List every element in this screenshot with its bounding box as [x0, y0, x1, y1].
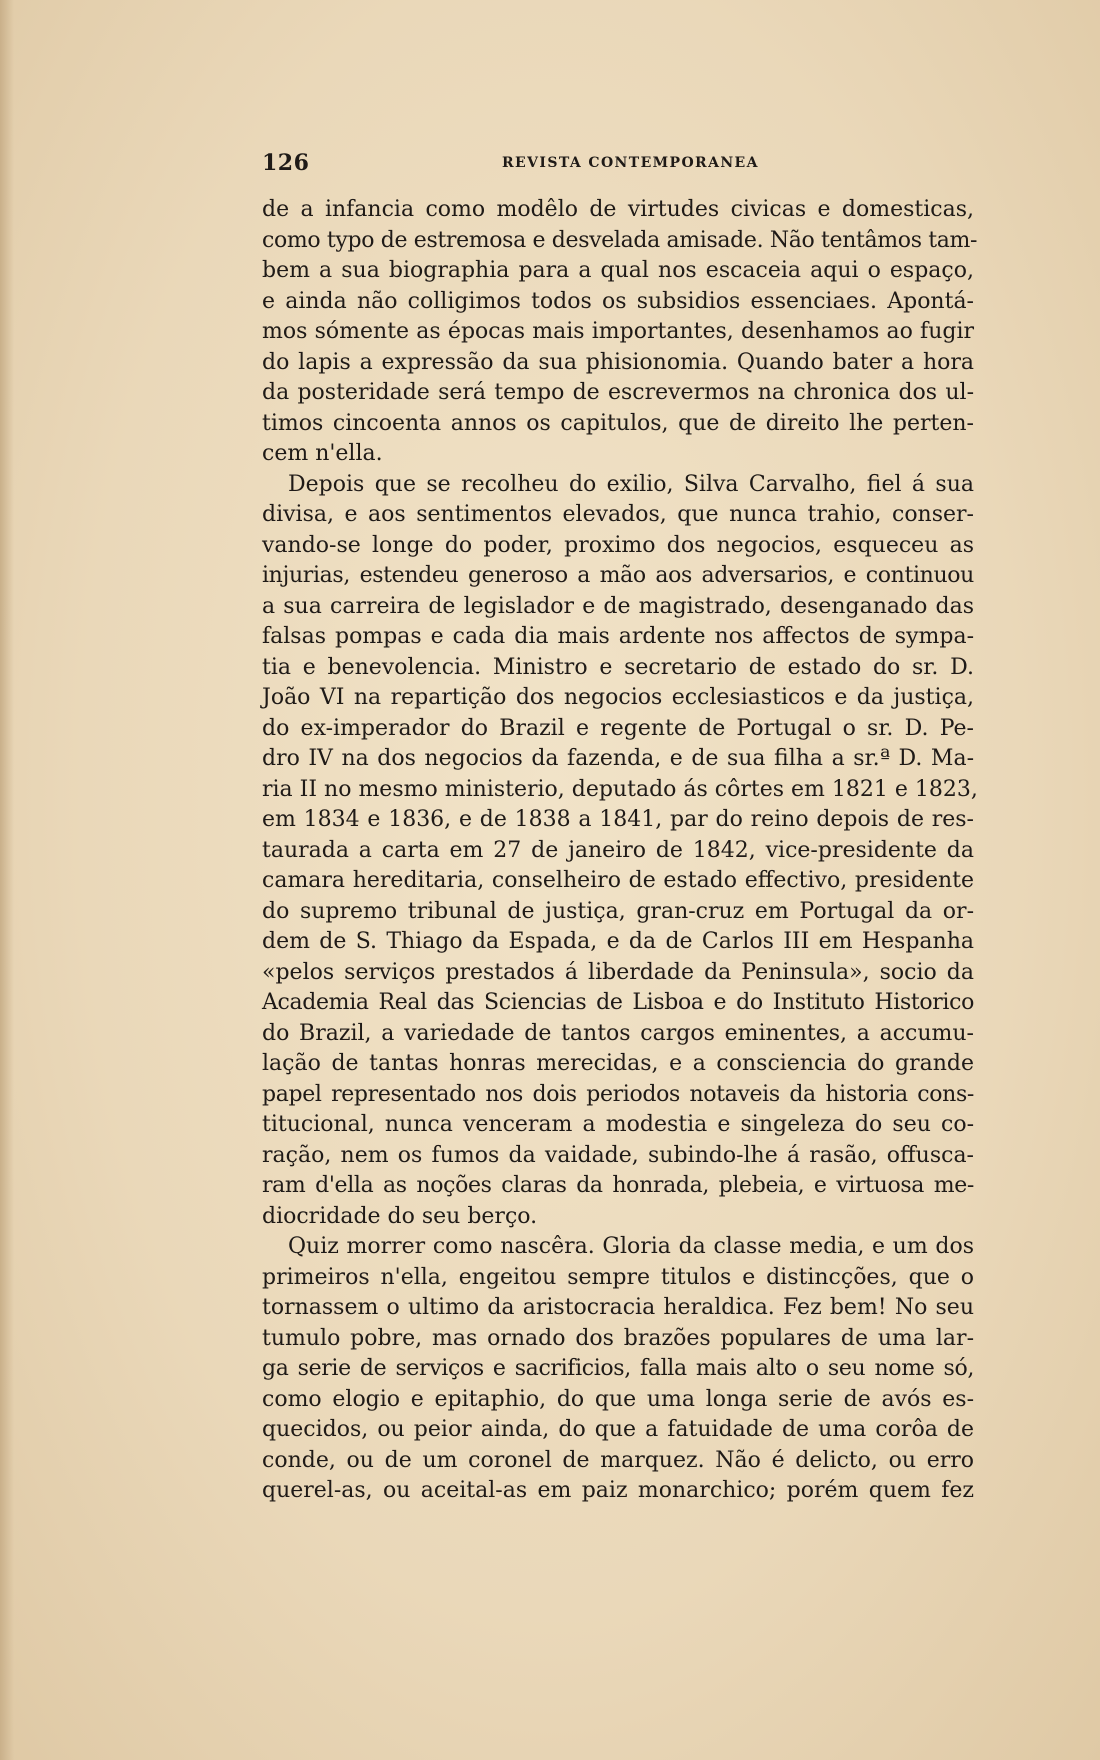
text-line: tia e benevolencia. Ministro e secretario de estado do sr. D. — [262, 654, 974, 680]
running-title: REVISTA CONTEMPORANEA — [502, 155, 759, 171]
text-line: mos sómente as épocas mais importantes, desenhamos ao fugir — [262, 319, 974, 344]
text-line: titucional, nunca venceram a modestia e singeleza do seu co- — [262, 1112, 974, 1137]
body-text — [262, 195, 978, 1507]
text-line: timos cincoenta annos os capitulos, que de direito lhe perten- — [262, 410, 974, 436]
text-line: em 1834 e 1836, e de 1838 a 1841, par do reino depois de res- — [262, 807, 974, 832]
text-line: taurada a carta em 27 de janeiro de 1842, vice-presidente da — [262, 837, 974, 863]
paragraph-3 — [262, 1232, 974, 1507]
text-line: lação de tantas honras merecidas, e a consciencia do grande — [262, 1051, 974, 1076]
text-line: camara hereditaria, conselheiro de estado effectivo, presidente — [262, 868, 974, 893]
text-line: ram d'ella as noções claras da honrada, plebeia, e virtuosa me- — [262, 1173, 974, 1198]
text-line: quecidos, ou peior ainda, do que a fatuidade de uma corôa de — [262, 1417, 974, 1442]
text-line: tumulo pobre, mas ornado dos brazões populares de uma lar- — [262, 1325, 974, 1351]
text-line: ga serie de serviços e sacrificios, falla mais alto o seu nome só, — [262, 1356, 974, 1381]
text-line: vando-se longe do poder, proximo dos negocios, esqueceu as — [262, 532, 974, 558]
text-line: divisa, e aos sentimentos elevados, que nunca trahio, conser- — [262, 502, 974, 527]
text-line: querel-as, ou aceital-as em paiz monarchico; porém quem fez — [262, 1478, 974, 1503]
text-line: do supremo tribunal de justiça, gran-cruz em Portugal da or- — [262, 898, 974, 924]
text-line: ria II no mesmo ministerio, deputado ás côrtes em 1821 e 1823, — [262, 776, 978, 802]
text-line: Academia Real das Sciencias de Lisboa e do Instituto Historico — [262, 990, 974, 1015]
text-line: cem n'ella. — [262, 441, 383, 466]
text-line: de a infancia como modêlo de virtudes civicas e domesticas, — [262, 197, 974, 222]
text-line: diocridade do seu berço. — [262, 1203, 538, 1229]
text-line: como typo de estremosa e desvelada amisade. Não tentâmos tam- — [262, 227, 978, 253]
text-line: falsas pompas e cada dia mais ardente nos affectos de sympa- — [262, 624, 974, 649]
text-line: do ex-imperador do Brazil e regente de Portugal o sr. D. Pe- — [262, 715, 974, 741]
page-number: 126 — [262, 150, 310, 176]
text-line: e ainda não colligimos todos os subsidios essenciaes. Apontá- — [262, 288, 974, 314]
text-line: a sua carreira de legislador e de magistrado, desenganado das — [262, 593, 974, 619]
page-header — [262, 150, 759, 180]
text-line: conde, ou de um coronel de marquez. Não é delicto, ou erro — [262, 1447, 974, 1473]
text-line: do lapis a expressão da sua phisionomia. Quando bater a hora — [262, 349, 974, 375]
text-line: dro IV na dos negocios da fazenda, e de sua filha a sr.ª D. Ma- — [262, 746, 974, 771]
text-line: «pelos serviços prestados á liberdade da Peninsula», socio da — [262, 959, 974, 985]
text-line: João VI na repartição dos negocios ecclesiasticos e da justiça, — [262, 685, 974, 710]
text-line: bem a sua biographia para a qual nos escaceia aqui o espaço, — [262, 258, 974, 283]
paragraph-1 — [262, 195, 978, 470]
text-line: primeiros n'ella, engeitou sempre titulos e distincções, que o — [262, 1264, 974, 1290]
page-edge-shadow — [0, 0, 14, 1760]
text-line: Depois que se recolheu do exilio, Silva Carvalho, fiel á sua — [288, 471, 974, 497]
paragraph-2 — [262, 470, 978, 1233]
text-line: injurias, estendeu generoso a mão aos adversarios, e continuou — [262, 563, 974, 588]
text-line: como elogio e epitaphio, do que uma longa serie de avós es- — [262, 1386, 974, 1412]
text-line: Quiz morrer como nascêra. Gloria da classe media, e um dos — [288, 1234, 974, 1259]
text-line: do Brazil, a variedade de tantos cargos eminentes, a accumu- — [262, 1020, 974, 1046]
text-line: papel representado nos dois periodos notaveis da historia cons- — [262, 1081, 974, 1107]
text-line: ração, nem os fumos da vaidade, subindo-lhe á rasão, offusca- — [262, 1142, 974, 1168]
text-line: da posteridade será tempo de escrevermos na chronica dos ul- — [262, 380, 974, 405]
text-line: dem de S. Thiago da Espada, e da de Carlos III em Hespanha — [262, 929, 974, 954]
text-line: tornassem o ultimo da aristocracia heraldica. Fez bem! No seu — [262, 1295, 974, 1320]
